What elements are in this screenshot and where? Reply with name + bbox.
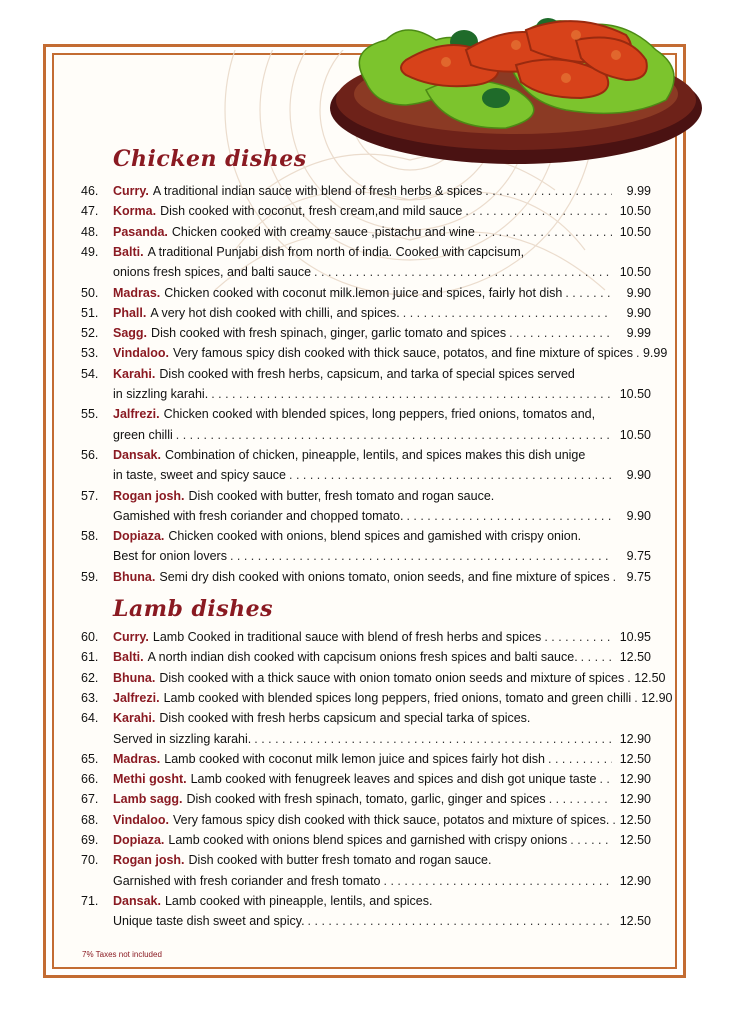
item-number: 59.	[81, 569, 99, 584]
item-name: Karahi.	[113, 711, 156, 726]
item-description: Combination of chicken, pineapple, lentils, and spices makes this dish unige	[164, 447, 586, 462]
item-number: 51.	[81, 305, 99, 320]
leader-dots	[485, 184, 612, 198]
item-number: 56.	[81, 447, 99, 462]
leader-dots	[289, 468, 612, 482]
item-price: 12.50	[619, 751, 651, 766]
menu-item	[81, 224, 651, 245]
menu-item	[81, 204, 651, 224]
item-description: Dish cooked with fresh spinach, ginger, garlic tomato and spices	[151, 326, 507, 341]
menu-item-continued	[113, 428, 651, 448]
item-number: 62.	[81, 670, 99, 685]
leader-dots	[565, 286, 612, 300]
item-price: 9.75	[626, 549, 651, 564]
item-price: 12.50	[619, 812, 651, 827]
item-description-continued: in taste, sweet and spicy sauce	[113, 468, 287, 483]
item-name: Korma.	[113, 204, 157, 219]
item-number: 70.	[81, 853, 99, 868]
item-price: 12.90	[619, 873, 651, 888]
item-price: 9.99	[626, 326, 651, 341]
item-name: Balti.	[113, 650, 144, 665]
menu-item	[81, 853, 651, 873]
menu-item	[81, 893, 651, 914]
menu-item-continued	[113, 549, 651, 569]
leader-dots	[230, 549, 612, 563]
item-name: Karahi.	[113, 366, 156, 381]
item-description: Dish cooked with fresh herbs capsicum and special tarka of spices.	[159, 711, 531, 726]
menu-item-continued	[113, 874, 651, 894]
menu-item-continued	[113, 509, 651, 529]
leader-dots	[465, 204, 612, 218]
item-name: Pasanda.	[113, 224, 168, 239]
item-name: Vindaloo.	[113, 346, 170, 361]
leader-dots	[384, 874, 613, 888]
item-description: A traditional indian sauce with blend of fresh herbs & spices	[152, 184, 483, 198]
item-price: 10.95	[619, 630, 651, 644]
menu-item	[81, 630, 651, 650]
leader-dots	[548, 752, 612, 766]
item-description: Semi dry dish cooked with onions tomato, onion seeds, and fine mixture of spices	[159, 569, 610, 584]
item-number: 67.	[81, 792, 99, 807]
menu-item	[81, 569, 651, 590]
item-name: Vindaloo.	[113, 812, 170, 827]
item-number: 66.	[81, 772, 99, 787]
item-number: 48.	[81, 224, 99, 239]
leader-dots	[406, 509, 612, 523]
item-description-continued: in sizzling karahi.	[113, 387, 209, 401]
item-number: 69.	[81, 833, 99, 847]
item-price: 12.90	[641, 690, 673, 705]
leader-dots	[314, 265, 612, 279]
item-description: Dish cooked with coconut, fresh cream,and mild sauce	[160, 204, 463, 219]
item-number: 53.	[81, 346, 99, 361]
item-description: Chicken cooked with creamy sauce ,pistachu and wine	[171, 224, 475, 239]
item-description: A very hot dish cooked with chilli, and spices.	[150, 305, 400, 320]
item-name: Curry.	[113, 630, 149, 644]
menu-item	[81, 488, 651, 509]
item-name: Phall.	[113, 305, 147, 320]
tax-footnote: 7% Taxes not included	[82, 950, 162, 959]
item-description-continued: Unique taste dish sweet and spicy.	[113, 914, 305, 929]
item-description: A north indian dish cooked with capcisum onions fresh spices and balti sauce.	[147, 650, 578, 665]
item-name: Madras.	[113, 285, 161, 300]
item-name: Balti.	[113, 244, 144, 259]
leader-dots	[613, 570, 617, 584]
menu-item	[81, 184, 651, 204]
menu-item	[81, 529, 651, 549]
item-description-continued: Gamished with fresh coriander and chopped tomato.	[113, 508, 404, 523]
leader-dots	[211, 387, 612, 401]
section-title-chicken: Chicken dishes	[113, 146, 307, 172]
item-price: 10.50	[619, 387, 651, 401]
leader-dots	[308, 914, 612, 928]
leader-dots	[478, 225, 612, 239]
item-name: Madras.	[113, 751, 161, 766]
item-number: 49.	[81, 244, 99, 259]
menu-item	[81, 346, 668, 366]
item-price: 10.50	[619, 224, 651, 239]
item-price: 12.90	[619, 792, 651, 807]
menu-item	[81, 690, 673, 711]
item-description: A traditional Punjabi dish from north of india. Cooked with capcisum,	[147, 244, 525, 259]
menu-item	[81, 407, 651, 427]
item-description: Dish cooked with fresh herbs, capsicum, and tarka of special spices served	[159, 366, 575, 381]
item-price: 12.50	[619, 833, 651, 847]
item-name: Jalfrezi.	[113, 690, 160, 705]
item-price: 10.50	[619, 204, 651, 219]
section-title-lamb: Lamb dishes	[113, 596, 274, 622]
item-description: Chicken cooked with coconut milk.lemon juice and spices, fairly hot dish	[164, 285, 563, 300]
leader-dots	[599, 772, 612, 786]
menu-item-continued	[113, 387, 651, 407]
item-price: 12.50	[619, 650, 651, 665]
item-number: 57.	[81, 488, 99, 503]
item-number: 71.	[81, 893, 99, 908]
item-name: Dopiaza.	[113, 529, 165, 544]
menu-item	[81, 244, 651, 265]
item-number: 54.	[81, 366, 99, 381]
item-number: 63.	[81, 690, 99, 705]
menu-item	[81, 792, 651, 812]
menu-item	[81, 812, 651, 833]
item-number: 50.	[81, 285, 99, 300]
item-price: 12.90	[619, 731, 651, 746]
item-description: Very famous spicy dish cooked with thick sauce, potatos, and fine mixture of spices	[173, 346, 633, 361]
item-name: Jalfrezi.	[113, 407, 160, 422]
item-name: Dansak.	[113, 893, 161, 908]
item-price: 9.75	[626, 569, 651, 584]
item-description: Dish cooked with fresh spinach, tomato, garlic, ginger and spices	[186, 792, 546, 807]
item-description: Lamb cooked with coconut milk lemon juice and spices fairly hot dish	[164, 751, 545, 766]
item-price: 12.50	[634, 670, 666, 685]
item-description: Lamb cooked with blended spices long peppers, fried onions, tomato and green chilli	[163, 690, 632, 705]
item-name: Rogan josh.	[113, 488, 185, 503]
item-price: 9.90	[626, 468, 651, 483]
menu-item	[81, 326, 651, 346]
menu-item-continued	[113, 468, 651, 488]
menu-item	[81, 650, 651, 670]
leader-dots	[544, 630, 612, 644]
item-number: 55.	[81, 407, 99, 422]
item-price: 12.50	[619, 914, 651, 929]
item-name: Methi gosht.	[113, 772, 187, 787]
menu-item	[81, 285, 651, 306]
leader-dots	[403, 306, 612, 320]
item-name: Curry.	[113, 184, 149, 198]
leader-dots	[176, 428, 612, 442]
item-price: 12.90	[619, 772, 651, 787]
item-number: 64.	[81, 711, 99, 726]
item-number: 65.	[81, 751, 99, 766]
item-description: Dish cooked with butter fresh tomato and rogan sauce.	[188, 853, 492, 868]
item-name: Lamb sagg.	[113, 792, 183, 807]
item-number: 60.	[81, 630, 99, 644]
menu-item	[81, 305, 651, 326]
item-description-continued: Served in sizzling karahi.	[113, 731, 252, 746]
menu-item-continued	[113, 914, 651, 934]
item-description: Lamb Cooked in traditional sauce with blend of fresh herbs and spices	[152, 630, 542, 644]
item-description-continued: Best for onion lovers	[113, 549, 227, 564]
leader-dots	[254, 732, 612, 746]
item-description: Lamb cooked with pineapple, lentils, and spices.	[164, 893, 433, 908]
menu-item	[81, 670, 666, 691]
item-description: Lamb cooked with onions blend spices and garnished with crispy onions	[168, 833, 568, 847]
item-number: 47.	[81, 204, 99, 219]
leader-dots	[627, 671, 631, 685]
item-price: 10.50	[619, 427, 651, 442]
item-price: 9.99	[642, 346, 668, 361]
item-description: Chicken cooked with onions, blend spices and gamished with crispy onion.	[168, 529, 582, 544]
item-description-continued: green chilli	[113, 427, 173, 442]
leader-dots	[570, 833, 612, 847]
item-name: Bhuna.	[113, 569, 156, 584]
item-price: 10.50	[619, 265, 651, 280]
item-name: Bhuna.	[113, 670, 156, 685]
item-name: Sagg.	[113, 326, 148, 341]
menu-item-continued	[113, 265, 651, 285]
item-number: 52.	[81, 326, 99, 341]
leader-dots	[509, 326, 612, 340]
menu-item	[81, 833, 651, 853]
item-price: 9.90	[626, 285, 651, 300]
menu-item	[81, 447, 651, 468]
item-name: Rogan josh.	[113, 853, 185, 868]
item-description: Chicken cooked with blended spices, long peppers, fried onions, tomatos and,	[163, 407, 596, 422]
item-description: Dish cooked with butter, fresh tomato and rogan sauce.	[188, 488, 495, 503]
leader-dots	[612, 813, 616, 827]
item-number: 46.	[81, 184, 99, 198]
menu-item	[81, 711, 651, 731]
leader-dots	[636, 346, 640, 360]
menu-item-continued	[113, 732, 651, 752]
item-number: 68.	[81, 812, 99, 827]
leader-dots	[581, 650, 612, 664]
item-description: Lamb cooked with fenugreek leaves and spices and dish got unique taste	[190, 772, 597, 787]
leader-dots	[549, 792, 612, 806]
item-description-continued: Garnished with fresh coriander and fresh tomato	[113, 873, 381, 888]
tandoori-chicken-dish-icon	[326, 10, 708, 186]
item-number: 61.	[81, 650, 99, 665]
item-name: Dansak.	[113, 447, 161, 462]
item-price: 9.99	[626, 184, 651, 198]
menu-item	[81, 772, 651, 792]
menu-item	[81, 751, 651, 772]
item-description: Very famous spicy dish cooked with thick sauce, potatos and mixture of spices.	[173, 812, 610, 827]
item-name: Dopiaza.	[113, 833, 165, 847]
leader-dots	[634, 691, 638, 705]
menu-item	[81, 366, 651, 387]
item-price: 9.90	[626, 305, 651, 320]
item-description: Dish cooked with a thick sauce with onion tomato onion seeds and mixture of spices	[159, 670, 625, 685]
item-description-continued: onions fresh spices, and balti sauce	[113, 265, 312, 280]
item-price: 9.90	[626, 508, 651, 523]
item-number: 58.	[81, 529, 99, 544]
